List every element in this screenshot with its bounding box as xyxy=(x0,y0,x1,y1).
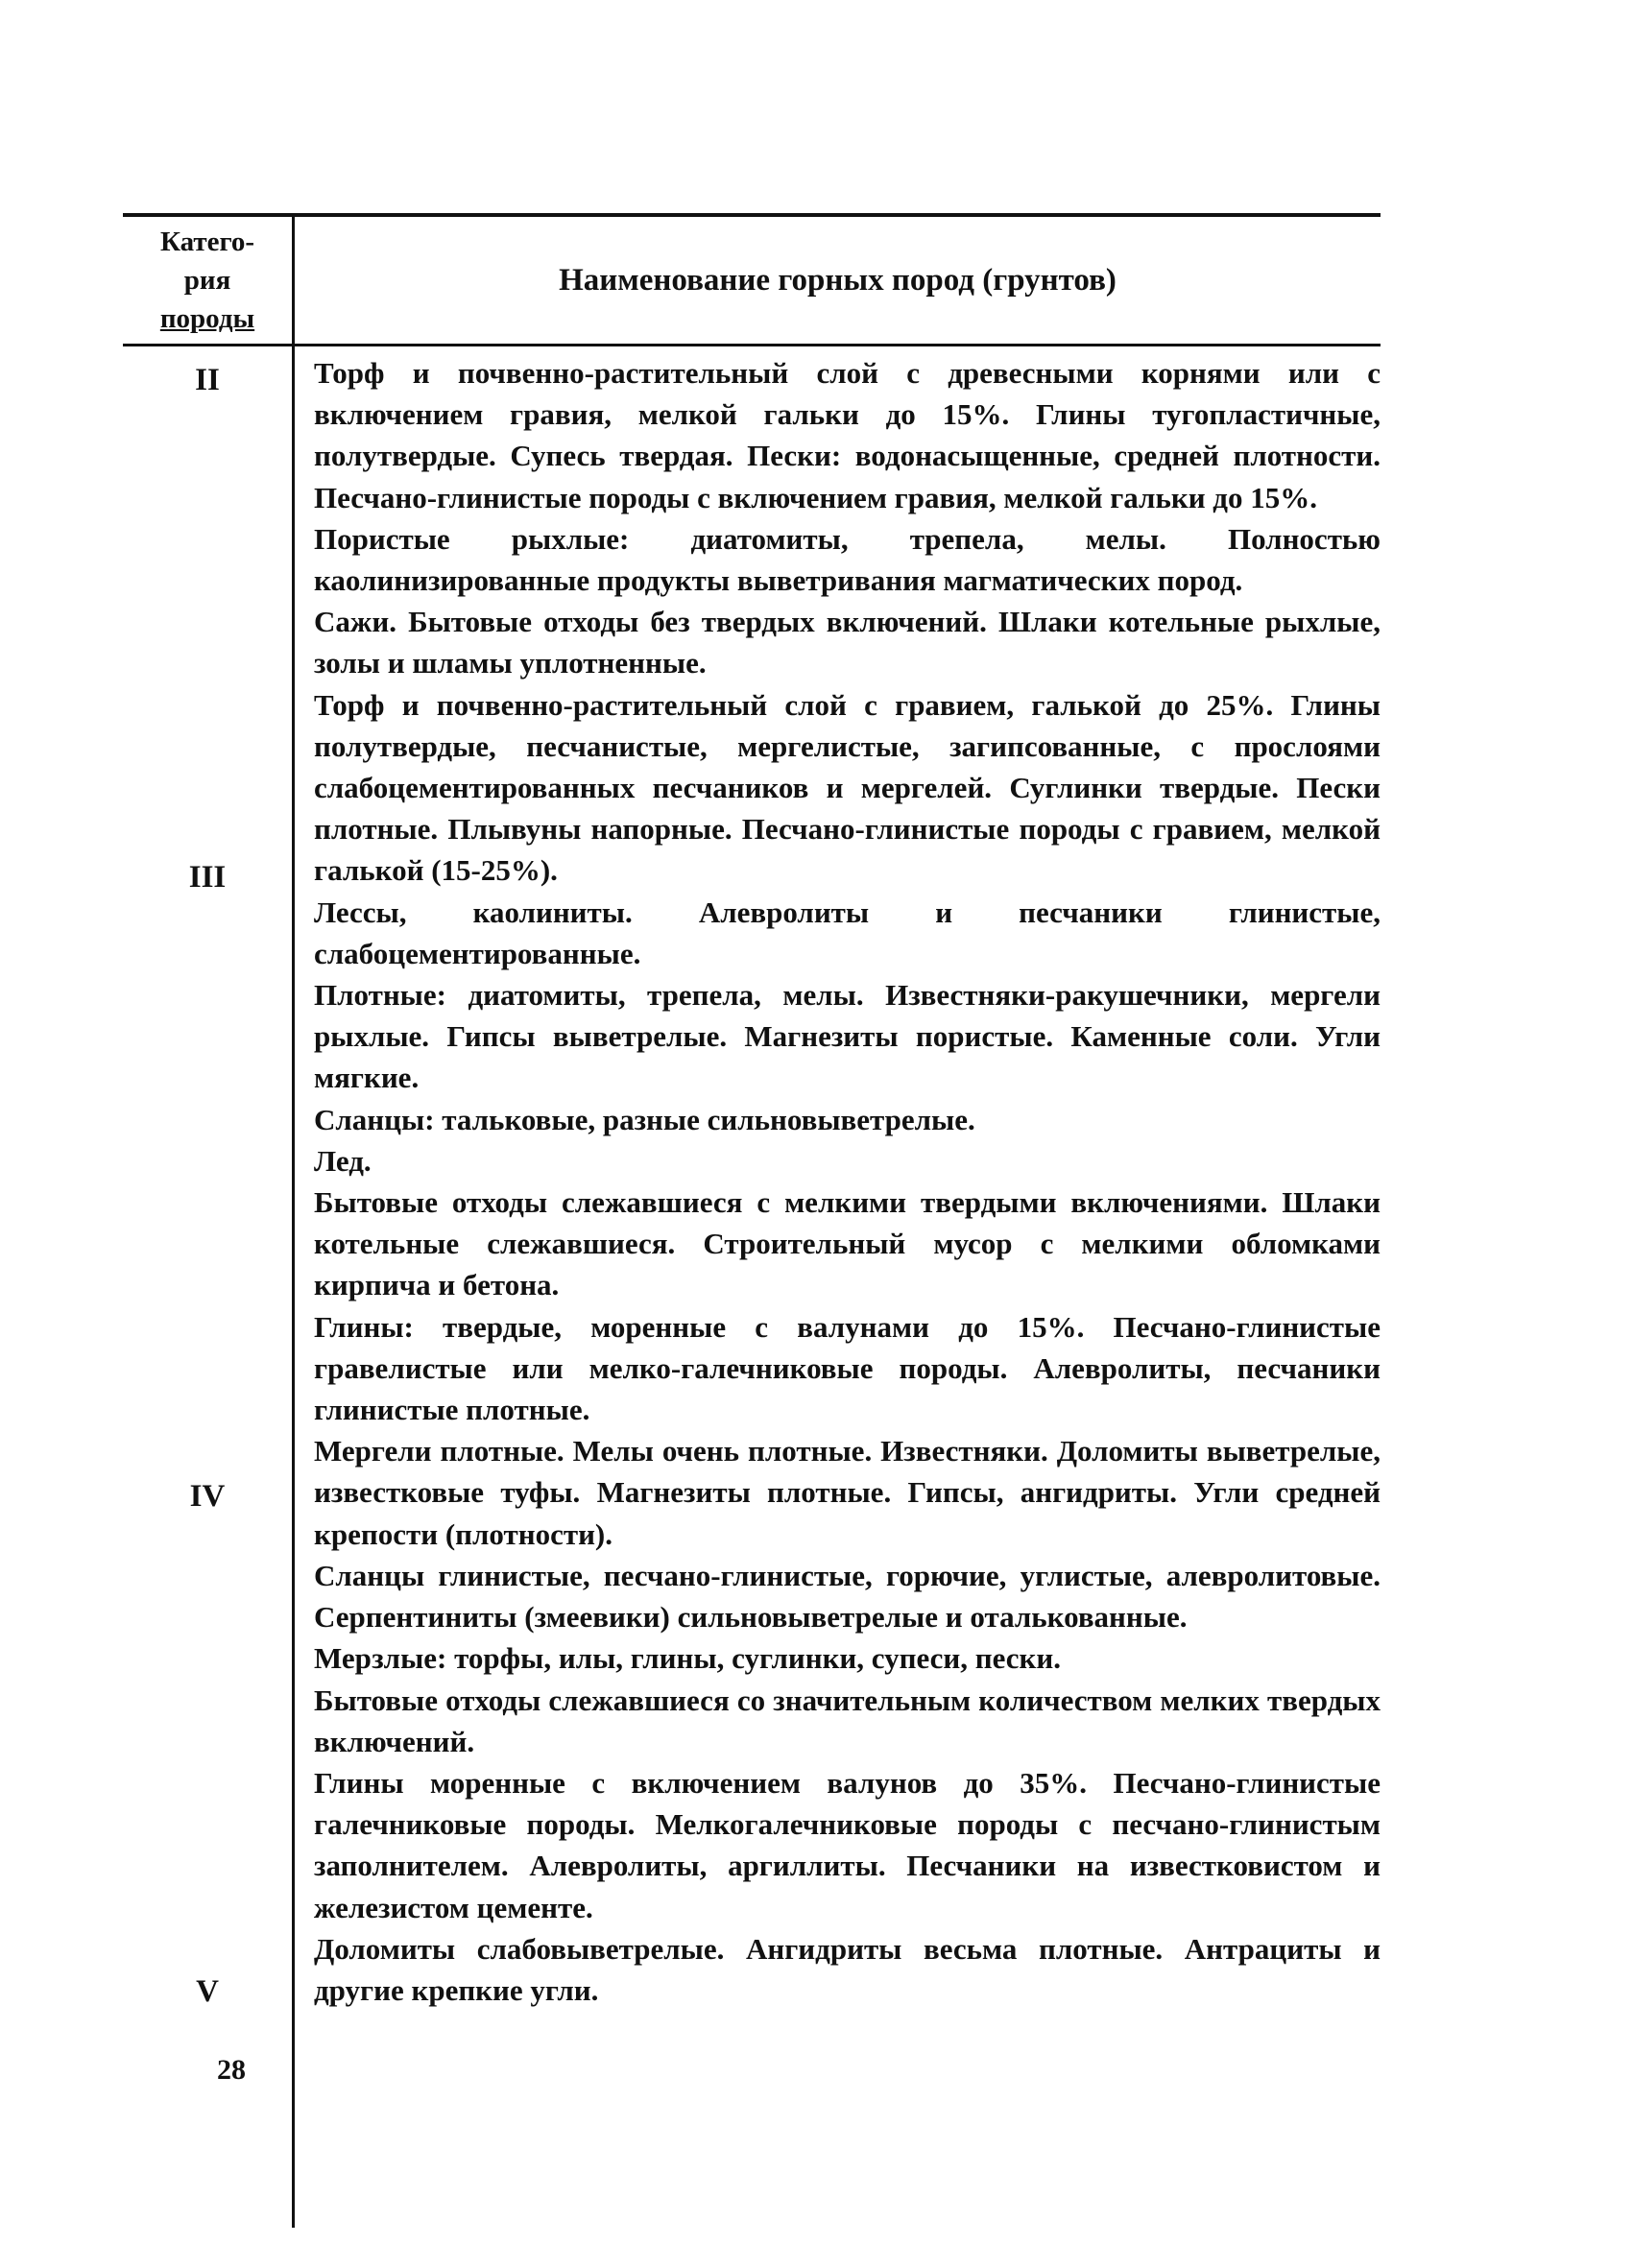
rock-description: Лессы, каолиниты. Алевролиты и песчаники глинистые, слабоцементированные. xyxy=(314,895,1381,970)
rock-description: Мергели плотные. Мелы очень плотные. Известняки. Доломиты выветрелые, известковые туфы. Магнезиты плотные. Гипсы, ангидриты. Угли средней крепости (плотности). xyxy=(314,1434,1381,1551)
category-header-line: Катего- xyxy=(159,227,255,257)
rock-category-table xyxy=(123,213,1381,2228)
category-column-header xyxy=(123,217,295,344)
rock-description: Сланцы глинистые, песчано-глинистые, горючие, углистые, алевролитовые. Серпентиниты (змеевики) сильновыветрелые и оталькованные. xyxy=(314,1558,1381,1635)
category-label: III xyxy=(188,860,227,895)
rock-description: Доломиты слабовыветрелые. Ангидриты весьма плотные. Антрациты и другие крепкие угли. xyxy=(314,1931,1381,2007)
description-column xyxy=(295,346,1381,2228)
table-header xyxy=(123,217,1381,346)
rock-description: Сажи. Бытовые отходы без твердых включений. Шлаки котельные рыхлые, золы и шламы уплотненные. xyxy=(314,605,1381,680)
rock-description: Торф и почвенно-растительный слой с гравием, галькой до 25%. Глины полутвердые, песчанистые, мергелистые, загипсованные, с прослоями слабоцементированных песчаников и мергелей. Суглинки твердые. Пески плотные. Плывуны напорные. Песчано-глинистые породы с гравием, мелкой галькой (15-25%). xyxy=(314,687,1381,888)
rock-description: Бытовые отходы слежавшиеся со значительным количеством мелких твердых включений. xyxy=(314,1683,1381,1758)
rock-description: Глины моренные с включением валунов до 35%. Песчано-глинистые галечниковые породы. Мелкогалечниковые породы с песчано-глинистым заполнителем. Алевролиты, аргиллиты. Песчаники на известковистом и железистом цементе. xyxy=(314,1765,1381,1924)
category-label: IV xyxy=(189,1479,226,1514)
table-body xyxy=(123,346,1381,2228)
rock-description: Сланцы: тальковые, разные сильновыветрелые. xyxy=(314,1102,975,1136)
category-label: V xyxy=(196,1974,219,2009)
rock-description: Глины: твердые, моренные с валунами до 15%. Песчано-глинистые гравелистые или мелко-галечниковые породы. Алевролиты, песчаники глинистые плотные. xyxy=(314,1309,1381,1427)
category-header-line: породы xyxy=(159,303,255,334)
rock-description: Плотные: диатомиты, трепела, мелы. Известняки-ракушечники, мергели рыхлые. Гипсы выветрелые. Магнезиты пористые. Каменные соли. Угли мягкие. xyxy=(314,978,1381,1095)
name-column-header: Наименование горных пород (грунтов) xyxy=(559,262,1117,298)
page-number: 28 xyxy=(217,2054,246,2086)
category-header-line: рия xyxy=(183,265,231,296)
rock-description: Мерзлые: торфы, илы, глины, суглинки, супеси, пески. xyxy=(314,1641,1061,1676)
rock-description: Пористые рыхлые: диатомиты, трепела, мелы. Полностью каолинизированные продукты выветривания магматических пород. xyxy=(314,521,1381,598)
rock-description: Бытовые отходы слежавшиеся с мелкими твердыми включениями. Шлаки котельные слежавшиеся. Строительный мусор с мелкими обломками кирпича и бетона. xyxy=(314,1185,1381,1302)
rock-description: Лед. xyxy=(314,1143,372,1178)
category-column xyxy=(123,346,295,2228)
category-label: II xyxy=(195,363,220,397)
rock-description: Торф и почвенно-растительный слой с древесными корнями или с включением гравия, мелкой гальки до 15%. Глины тугопластичные, полутвердые. Супесь твердая. Пески: водонасыщенные, средней плотности. Песчано-глинистые породы с включением гравия, мелкой гальки до 15%. xyxy=(314,356,1381,514)
